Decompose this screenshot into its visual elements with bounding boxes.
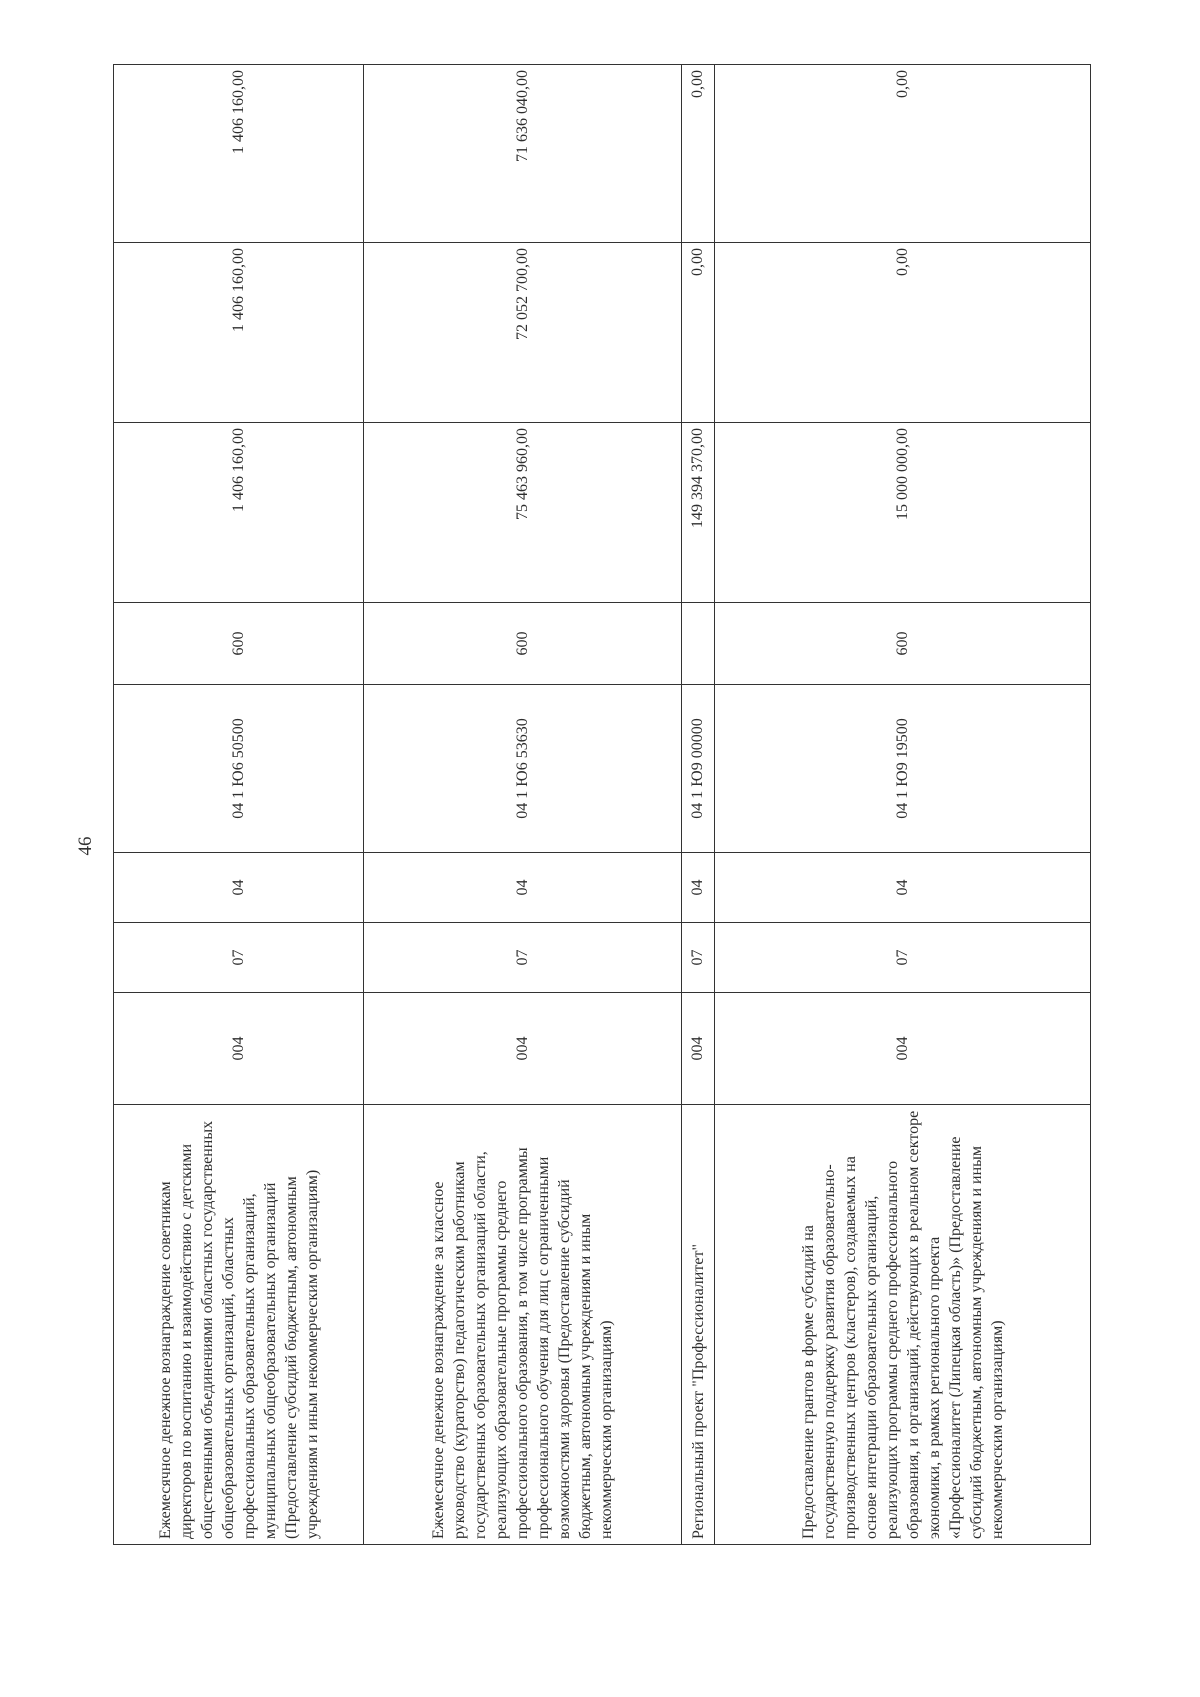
expense-type-cell: 600 — [114, 603, 364, 685]
amount-year-1-cell: 149 394 370,00 — [682, 423, 715, 603]
table-row — [715, 65, 1091, 1545]
budget-table-container — [113, 65, 1090, 1545]
subsection-cell: 04 — [364, 853, 682, 923]
ministry-code-cell: 004 — [114, 993, 364, 1105]
table-row — [114, 65, 364, 1545]
amount-year-2-cell: 72 052 700,00 — [364, 243, 682, 423]
amount-year-2-cell: 0,00 — [715, 243, 1091, 423]
expense-type-cell: 600 — [364, 603, 682, 685]
expense-name-cell: Ежемесячное денежное вознаграждение советникам директоров по воспитанию и взаимодействию с детскими общественными объединениями областных государственных общеобразовательных организаций, областных профессиональных образовательных организаций, муниципальных общеобразовательных организаций (Предоставление субсидий бюджетным, автономным учреждениям и иным некоммерческим организациям) — [114, 1105, 364, 1545]
target-article-cell: 04 1 Ю6 50500 — [114, 685, 364, 853]
amount-year-3-cell: 71 636 040,00 — [364, 65, 682, 243]
amount-year-1-cell: 75 463 960,00 — [364, 423, 682, 603]
table-row — [364, 65, 682, 1545]
subsection-cell: 04 — [715, 853, 1091, 923]
target-article-cell: 04 1 Ю9 19500 — [715, 685, 1091, 853]
target-article-cell: 04 1 Ю9 00000 — [682, 685, 715, 853]
subsection-cell: 04 — [114, 853, 364, 923]
table-row — [682, 65, 715, 1545]
amount-year-3-cell: 0,00 — [682, 65, 715, 243]
budget-table — [113, 64, 1091, 1545]
expense-name-cell: Региональный проект "Профессионалитет" — [682, 1105, 715, 1545]
ministry-code-cell: 004 — [364, 993, 682, 1105]
section-cell: 07 — [364, 923, 682, 993]
expense-type-cell: 600 — [715, 603, 1091, 685]
section-cell: 07 — [114, 923, 364, 993]
expense-type-cell — [682, 603, 715, 685]
page-number: 46 — [75, 836, 96, 856]
amount-year-2-cell: 1 406 160,00 — [114, 243, 364, 423]
target-article-cell: 04 1 Ю6 53630 — [364, 685, 682, 853]
expense-name-cell: Предоставление грантов в форме субсидий на государственную поддержку развития образовательно-производственных центров (кластеров), создаваемых на основе интеграции образовательных организаций, реализующих программы среднего профессионального образования, и организаций, действующих в реальном секторе экономики, в рамках регионального проекта «Профессионалитет (Липецкая область)» (Предоставление субсидий бюджетным, автономным учреждениям и иным некоммерческим организациям) — [715, 1105, 1091, 1545]
ministry-code-cell: 004 — [715, 993, 1091, 1105]
amount-year-1-cell: 15 000 000,00 — [715, 423, 1091, 603]
expense-name-cell: Ежемесячное денежное вознаграждение за классное руководство (кураторство) педагогическим работникам государственных образовательных организаций области, реализующих образовательные программы среднего профессионального образования, в том числе программы профессионального обучения для лиц с ограниченными возможностями здоровья (Предоставление субсидий бюджетным, автономным учреждениям и иным некоммерческим организациям) — [364, 1105, 682, 1545]
subsection-cell: 04 — [682, 853, 715, 923]
ministry-code-cell: 004 — [682, 993, 715, 1105]
amount-year-1-cell: 1 406 160,00 — [114, 423, 364, 603]
amount-year-2-cell: 0,00 — [682, 243, 715, 423]
section-cell: 07 — [682, 923, 715, 993]
amount-year-3-cell: 1 406 160,00 — [114, 65, 364, 243]
amount-year-3-cell: 0,00 — [715, 65, 1091, 243]
section-cell: 07 — [715, 923, 1091, 993]
